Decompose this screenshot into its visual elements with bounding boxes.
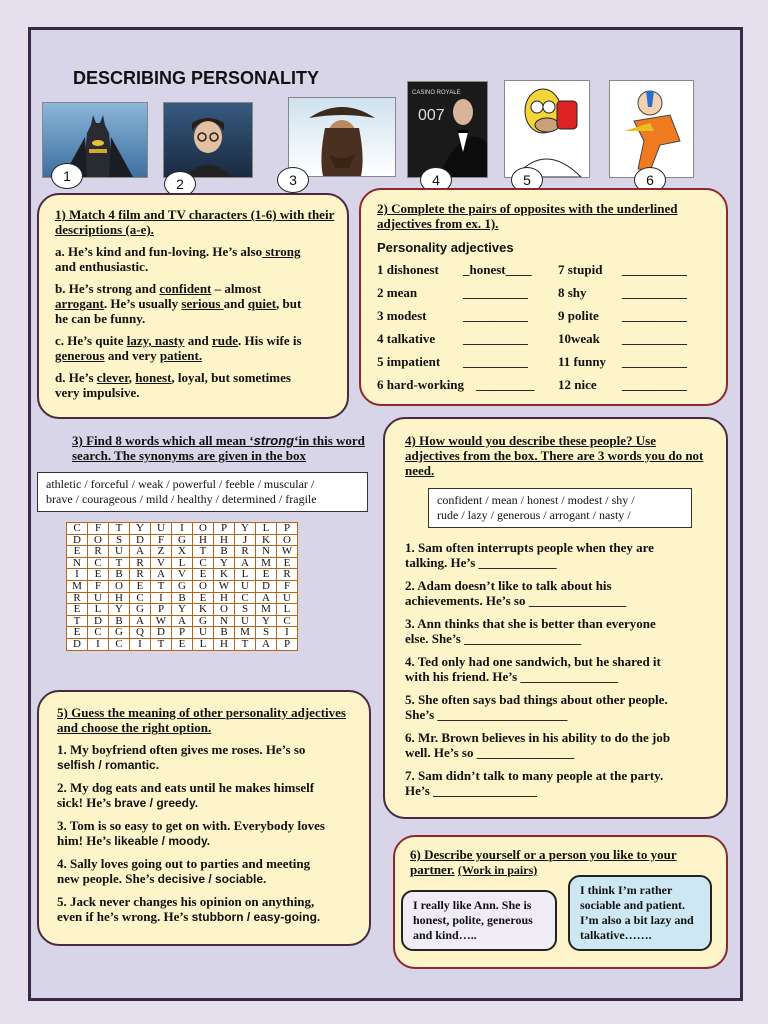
word-search-row: [67, 534, 298, 546]
exercise-4-item-line[interactable]: else. She’s __________________: [405, 631, 582, 646]
exercise-5-item-line-2: [57, 871, 357, 887]
exercise-5-item-text-2: him! He’s: [57, 833, 115, 848]
ex3-words-line-1: athletic / forceful / weak / powerful / feeble / muscular /: [46, 477, 315, 491]
word-search-cell[interactable]: Y: [109, 604, 130, 616]
item-d-text-2: ,: [128, 370, 136, 385]
exercise-4-heading: 4) How would you describe these people? Use adjectives from the box. There are 3 words you do not need.: [405, 433, 704, 478]
word-search-cell[interactable]: K: [214, 569, 235, 581]
exercise-4-item-line: 3. Ann thinks that she is better than everyone: [405, 616, 656, 631]
exercise-5-item-text-2: even if he’s wrong. He’s: [57, 909, 192, 924]
word-search-cell[interactable]: X: [172, 546, 193, 558]
exercise-5-option[interactable]: brave / greedy.: [114, 796, 199, 810]
word-search-cell[interactable]: U: [88, 592, 109, 604]
exercise-1-item-b: [55, 281, 335, 326]
word-search-cell[interactable]: C: [88, 627, 109, 639]
word-search-cell[interactable]: D: [67, 638, 88, 650]
word-search-cell[interactable]: L: [193, 638, 214, 650]
item-c-text-4: and very: [104, 348, 160, 363]
word-search-cell[interactable]: M: [67, 580, 88, 592]
word-search-cell[interactable]: R: [130, 557, 151, 569]
word-search-cell[interactable]: L: [88, 604, 109, 616]
word-search-cell[interactable]: P: [277, 638, 298, 650]
word-search-cell[interactable]: W: [277, 546, 298, 558]
opposite-right-word: 10weak: [558, 331, 600, 346]
item-b-text-3: . He’s usually: [103, 296, 182, 311]
word-search-cell[interactable]: N: [67, 557, 88, 569]
item-b-text-5: , but: [276, 296, 302, 311]
word-search-cell[interactable]: H: [109, 592, 130, 604]
word-search-row: [67, 557, 298, 569]
word-search-cell[interactable]: C: [277, 615, 298, 627]
harry-potter-icon: [164, 103, 252, 177]
word-search-cell[interactable]: H: [193, 534, 214, 546]
exercise-5-option[interactable]: likeable / moody.: [114, 834, 211, 848]
word-search-cell[interactable]: E: [172, 638, 193, 650]
exercise-4-item-line: 5. She often says bad things about other people.: [405, 692, 668, 707]
ex3-heading-part-1: 3) Find 8 words which all mean ‘: [72, 433, 254, 448]
word-search-cell[interactable]: K: [193, 604, 214, 616]
word-search-cell[interactable]: O: [193, 580, 214, 592]
word-search-cell[interactable]: P: [151, 604, 172, 616]
word-search-row: [67, 615, 298, 627]
exercise-4-item-line[interactable]: She’s ____________________: [405, 707, 568, 722]
opposite-right-blank[interactable]: __________: [622, 308, 687, 323]
word-search-row: [67, 546, 298, 558]
exercise-4-item-line[interactable]: talking. He’s ____________: [405, 555, 557, 570]
word-search-cell[interactable]: F: [88, 580, 109, 592]
opposite-left-blank[interactable]: __________: [463, 285, 528, 300]
exercise-4-item: [405, 768, 715, 798]
word-search-cell[interactable]: I: [67, 569, 88, 581]
word-search-cell[interactable]: U: [151, 523, 172, 535]
item-b-text-6: he can be funny.: [55, 311, 146, 326]
word-search-cell[interactable]: O: [277, 534, 298, 546]
opposite-left-blank[interactable]: __________: [463, 308, 528, 323]
word-search-cell[interactable]: E: [67, 604, 88, 616]
word-search-row: [67, 627, 298, 639]
exercise-5-item: [57, 780, 357, 811]
word-search-cell[interactable]: K: [256, 534, 277, 546]
character-picture-5: [504, 80, 590, 178]
exercise-6-heading: 6) Describe yourself or a person you like to your partner.: [410, 847, 677, 877]
word-search-cell[interactable]: D: [256, 580, 277, 592]
word-search-cell[interactable]: Z: [151, 546, 172, 558]
word-search-cell[interactable]: T: [109, 557, 130, 569]
word-search-cell[interactable]: F: [151, 534, 172, 546]
exercise-1-item-a: [55, 244, 335, 274]
word-search-cell[interactable]: J: [235, 534, 256, 546]
word-search-cell[interactable]: E: [277, 557, 298, 569]
exercise-5-option[interactable]: decisive / sociable.: [157, 872, 267, 886]
ex4-words-line-1: confident / mean / honest / modest / shy /: [437, 493, 635, 507]
exercise-4-item-line: 6. Mr. Brown believes in his ability to do the job: [405, 730, 671, 745]
exercise-4-item: [405, 730, 715, 760]
word-search-cell[interactable]: B: [109, 569, 130, 581]
word-search-cell[interactable]: I: [130, 638, 151, 650]
word-search-cell[interactable]: G: [172, 534, 193, 546]
word-search-cell[interactable]: N: [256, 546, 277, 558]
picture-number-5: 5: [511, 167, 543, 193]
item-d-text-4: very impulsive.: [55, 385, 140, 400]
opposite-left-blank[interactable]: _honest____: [463, 262, 532, 277]
exercise-5-item-text-2: new people. She’s: [57, 871, 158, 886]
word-search-cell[interactable]: I: [277, 627, 298, 639]
ex3-heading-strong: strong: [253, 433, 295, 448]
word-search-cell[interactable]: E: [130, 580, 151, 592]
word-search-cell[interactable]: C: [193, 557, 214, 569]
opposite-left-word: 1 dishonest: [377, 262, 439, 277]
exercise-5-heading: 5) Guess the meaning of other personality adjectives and choose the right option.: [57, 705, 346, 735]
bond-small-text: CASINO ROYALE: [412, 90, 461, 96]
word-search-cell[interactable]: S: [235, 604, 256, 616]
word-search-cell[interactable]: C: [235, 592, 256, 604]
opposite-right-word: 11 funny: [558, 354, 607, 369]
word-search-cell[interactable]: R: [235, 546, 256, 558]
exercise-5-item-line-2: [57, 833, 357, 849]
opposite-left-word: 3 modest: [377, 308, 427, 323]
ex3-word-box: [37, 472, 368, 512]
exercise-4-item: [405, 540, 715, 570]
exercise-4-item: [405, 692, 715, 722]
word-search-cell[interactable]: D: [67, 534, 88, 546]
word-search-cell[interactable]: P: [172, 627, 193, 639]
exercise-4-item-line[interactable]: well. He’s so _______________: [405, 745, 575, 760]
word-search-cell[interactable]: T: [151, 638, 172, 650]
word-search-cell[interactable]: Q: [130, 627, 151, 639]
opposite-left-word: 4 talkative: [377, 331, 436, 346]
word-search-cell[interactable]: O: [109, 580, 130, 592]
item-b-serious: serious: [181, 296, 224, 311]
word-search-cell[interactable]: W: [214, 580, 235, 592]
word-search-row: [67, 638, 298, 650]
homer-simpson-icon: [505, 81, 589, 177]
item-c-text-2: and: [184, 333, 212, 348]
word-search-cell[interactable]: V: [172, 569, 193, 581]
james-bond-icon: [408, 82, 487, 177]
speech-bubble-1: I really like Ann. She is honest, polite, generous and kind…..: [401, 890, 557, 951]
word-search-cell[interactable]: E: [193, 592, 214, 604]
opposite-left-blank[interactable]: __________: [463, 331, 528, 346]
word-search-cell[interactable]: O: [88, 534, 109, 546]
item-b-quiet: quiet: [247, 296, 277, 311]
exercise-5-item: [57, 856, 357, 887]
word-search-cell[interactable]: E: [256, 569, 277, 581]
speech-bubble-2: I think I’m rather sociable and patient. I’m also a bit lazy and talkative…….: [568, 875, 712, 951]
word-search-cell[interactable]: L: [172, 557, 193, 569]
opposite-left-blank[interactable]: _________: [476, 377, 535, 392]
word-search-cell[interactable]: R: [277, 569, 298, 581]
word-search-cell[interactable]: B: [109, 615, 130, 627]
exercise-4-item-line: 4. Ted only had one sandwich, but he shared it: [405, 654, 661, 669]
exercise-4-item: [405, 578, 715, 608]
word-search-cell[interactable]: R: [88, 546, 109, 558]
word-search-cell[interactable]: U: [277, 592, 298, 604]
exercise-1-heading: 1) Match 4 film and TV characters (1-6) with their descriptions (a-e).: [55, 207, 335, 237]
item-b-text: b. He’s strong and: [55, 281, 160, 296]
word-search-cell[interactable]: A: [130, 615, 151, 627]
exercise-1-item-d: [55, 370, 335, 400]
word-search-cell[interactable]: G: [109, 627, 130, 639]
word-search-row: [67, 580, 298, 592]
exercise-5-item-text: 1. My boyfriend often gives me roses. He’s so: [57, 742, 306, 757]
word-search-cell[interactable]: T: [235, 638, 256, 650]
item-d-clever: clever: [96, 370, 129, 385]
item-b-text-4: and: [223, 296, 248, 311]
opposite-right-word: 9 polite: [558, 308, 599, 323]
word-search-cell[interactable]: S: [109, 534, 130, 546]
word-search-cell[interactable]: M: [256, 557, 277, 569]
word-search-cell[interactable]: H: [214, 534, 235, 546]
opposite-right-word: 7 stupid: [558, 262, 603, 277]
opposite-right-word: 8 shy: [558, 285, 587, 300]
ex4-words-line-2: rude / lazy / generous / arrogant / nasty /: [437, 508, 631, 522]
word-search-cell[interactable]: B: [172, 592, 193, 604]
word-search-cell[interactable]: I: [88, 638, 109, 650]
word-search-cell[interactable]: U: [235, 615, 256, 627]
exercise-5-item-line-2: [57, 795, 357, 811]
opposite-right-blank[interactable]: __________: [622, 377, 687, 392]
word-search-cell[interactable]: G: [130, 604, 151, 616]
opposite-right-blank[interactable]: __________: [622, 285, 687, 300]
word-search-cell[interactable]: T: [151, 580, 172, 592]
word-search-cell[interactable]: Y: [235, 523, 256, 535]
aang-icon: [610, 81, 693, 177]
item-d-text: d. He’s: [55, 370, 97, 385]
exercise-4-item: [405, 654, 715, 684]
exercise-1-content: [55, 207, 335, 400]
word-search-cell[interactable]: A: [172, 615, 193, 627]
item-b-text-2: – almost: [211, 281, 262, 296]
word-search-cell[interactable]: T: [67, 615, 88, 627]
word-search-cell[interactable]: H: [214, 592, 235, 604]
exercise-4-item-line: 7. Sam didn’t talk to many people at the party.: [405, 768, 664, 783]
exercise-5-items: [57, 742, 357, 925]
exercise-2-heading: 2) Complete the pairs of opposites with the underlined adjectives from ex. 1).: [377, 201, 678, 231]
word-search-cell[interactable]: L: [235, 569, 256, 581]
word-search-cell[interactable]: M: [235, 627, 256, 639]
word-search-cell[interactable]: R: [130, 569, 151, 581]
word-search-cell[interactable]: F: [277, 580, 298, 592]
exercise-4-items: [405, 540, 715, 806]
opposite-right-blank[interactable]: __________: [622, 354, 687, 369]
word-search-cell[interactable]: C: [109, 638, 130, 650]
word-search-cell[interactable]: D: [130, 534, 151, 546]
word-search-cell[interactable]: C: [130, 592, 151, 604]
exercise-5-option[interactable]: selfish / romantic.: [57, 758, 160, 772]
bond-007-text: 007: [418, 107, 445, 124]
exercise-2-subheading: Personality adjectives: [377, 240, 514, 255]
picture-number-4: 4: [420, 167, 452, 193]
word-search-cell[interactable]: E: [193, 569, 214, 581]
page-title: DESCRIBING PERSONALITY: [73, 68, 320, 88]
word-search-cell[interactable]: D: [88, 615, 109, 627]
jack-sparrow-icon: [289, 98, 395, 176]
word-search-cell[interactable]: I: [151, 592, 172, 604]
item-b-confident: confident: [159, 281, 212, 296]
exercise-4-item-line[interactable]: achievements. He’s so _______________: [405, 593, 627, 608]
exercise-4-item-line: 2. Adam doesn’t like to talk about his: [405, 578, 612, 593]
exercise-5-item: [57, 742, 357, 773]
character-picture-4: [407, 81, 488, 178]
word-search-cell[interactable]: A: [256, 592, 277, 604]
word-search-cell[interactable]: E: [88, 569, 109, 581]
item-c-text-3: . His wife is: [238, 333, 302, 348]
word-search-cell[interactable]: L: [277, 604, 298, 616]
item-a-text: a. He’s kind and fun-loving. He’s also: [55, 244, 263, 259]
word-search-cell[interactable]: A: [130, 546, 151, 558]
exercise-6-note: (Work in pairs): [457, 863, 538, 877]
word-search-cell[interactable]: O: [214, 604, 235, 616]
exercise-5-item-line-2: [57, 909, 357, 925]
picture-number-2: 2: [164, 171, 196, 197]
exercise-5-item: [57, 894, 357, 925]
opposite-right-blank[interactable]: __________: [622, 262, 687, 277]
word-search-row: [67, 604, 298, 616]
item-c-text: c. He’s quite: [55, 333, 127, 348]
word-search-cell[interactable]: L: [256, 523, 277, 535]
word-search-cell[interactable]: H: [214, 638, 235, 650]
opposite-right-word: 12 nice: [558, 377, 597, 392]
word-search-cell[interactable]: Y: [172, 604, 193, 616]
character-picture-2: [163, 102, 253, 178]
exercise-6-heading-wrap: [410, 847, 715, 878]
word-search-cell[interactable]: O: [193, 523, 214, 535]
word-search-cell[interactable]: U: [193, 627, 214, 639]
character-picture-6: [609, 80, 694, 178]
word-search-cell[interactable]: P: [214, 523, 235, 535]
opposite-left-word: 5 impatient: [377, 354, 441, 369]
word-search-row: [67, 592, 298, 604]
word-search-cell[interactable]: W: [151, 615, 172, 627]
character-picture-3: [288, 97, 396, 177]
item-b-arrogant: arrogant: [55, 296, 104, 311]
word-search-cell[interactable]: U: [235, 580, 256, 592]
exercise-5-item-text: 5. Jack never changes his opinion on anything,: [57, 894, 315, 909]
exercise-4-item-line[interactable]: with his friend. He’s _______________: [405, 669, 618, 684]
word-search-cell[interactable]: F: [88, 523, 109, 535]
exercise-5-item: [57, 818, 357, 849]
word-search-cell[interactable]: Y: [214, 557, 235, 569]
word-search-row: [67, 569, 298, 581]
word-search-cell[interactable]: E: [67, 627, 88, 639]
picture-number-1: 1: [51, 163, 83, 189]
item-c-generous: generous: [55, 348, 105, 363]
exercise-5-item-text: 2. My dog eats and eats until he makes himself: [57, 780, 315, 795]
word-search-cell[interactable]: T: [193, 546, 214, 558]
item-c-lazy-nasty: lazy, nasty: [126, 333, 185, 348]
exercise-5-item-text-2: sick! He’s: [57, 795, 115, 810]
item-a-text-2: and enthusiastic.: [55, 259, 149, 274]
word-search-cell[interactable]: D: [151, 627, 172, 639]
word-search-cell[interactable]: A: [256, 638, 277, 650]
picture-number-3: 3: [277, 167, 309, 193]
item-c-rude: rude: [212, 333, 238, 348]
word-search-cell[interactable]: U: [109, 546, 130, 558]
word-search-cell[interactable]: T: [109, 523, 130, 535]
item-d-honest: honest: [135, 370, 172, 385]
exercise-5-item-line-2: [57, 757, 357, 773]
word-search-cell[interactable]: S: [256, 627, 277, 639]
word-search-cell[interactable]: E: [67, 546, 88, 558]
exercise-4-item: [405, 616, 715, 646]
exercise-5-content: [57, 705, 357, 925]
word-search-cell[interactable]: N: [214, 615, 235, 627]
word-search-cell[interactable]: G: [172, 580, 193, 592]
word-search-cell[interactable]: R: [67, 592, 88, 604]
exercise-2-content: [377, 201, 712, 255]
word-search-cell[interactable]: Y: [130, 523, 151, 535]
word-search-cell[interactable]: A: [151, 569, 172, 581]
word-search-row: [67, 523, 298, 535]
word-search-cell[interactable]: B: [214, 546, 235, 558]
word-search-cell[interactable]: M: [256, 604, 277, 616]
exercise-5-item-text: 4. Sally loves going out to parties and meeting: [57, 856, 311, 871]
opposite-left-word: 2 mean: [377, 285, 418, 300]
word-search-cell[interactable]: B: [214, 627, 235, 639]
item-c-patient: patient.: [159, 348, 203, 363]
picture-number-6: 6: [634, 167, 666, 193]
exercise-5-option[interactable]: stubborn / easy-going.: [191, 910, 321, 924]
exercise-4-item-line: 1. Sam often interrupts people when they are: [405, 540, 654, 555]
word-search-cell[interactable]: C: [88, 557, 109, 569]
exercise-1-item-c: [55, 333, 335, 363]
exercise-5-item-text: 3. Tom is so easy to get on with. Everybody loves: [57, 818, 325, 833]
ex3-heading-part-2: ‘in this word search. The synonyms are given in the box: [72, 433, 365, 463]
word-search-cell[interactable]: G: [193, 615, 214, 627]
ex4-word-box: [428, 488, 692, 528]
word-search-cell[interactable]: Y: [256, 615, 277, 627]
word-search-cell[interactable]: I: [172, 523, 193, 535]
word-search-cell[interactable]: A: [235, 557, 256, 569]
word-search-grid[interactable]: [66, 522, 298, 651]
opposite-left-word: 6 hard-working: [377, 377, 465, 392]
ex3-words-line-2: brave / courageous / mild / healthy / determined / fragile: [46, 492, 317, 506]
exercise-4-content: [405, 433, 710, 478]
word-search-cell[interactable]: C: [67, 523, 88, 535]
exercise-3-heading: [72, 433, 367, 463]
word-search-cell[interactable]: P: [277, 523, 298, 535]
word-search-cell[interactable]: V: [151, 557, 172, 569]
exercise-4-item-line[interactable]: He’s ________________: [405, 783, 538, 798]
opposite-right-blank[interactable]: __________: [622, 331, 687, 346]
opposite-left-blank[interactable]: __________: [463, 354, 528, 369]
item-a-strong: strong: [262, 244, 301, 259]
item-d-text-3: , loyal, but sometimes: [171, 370, 291, 385]
